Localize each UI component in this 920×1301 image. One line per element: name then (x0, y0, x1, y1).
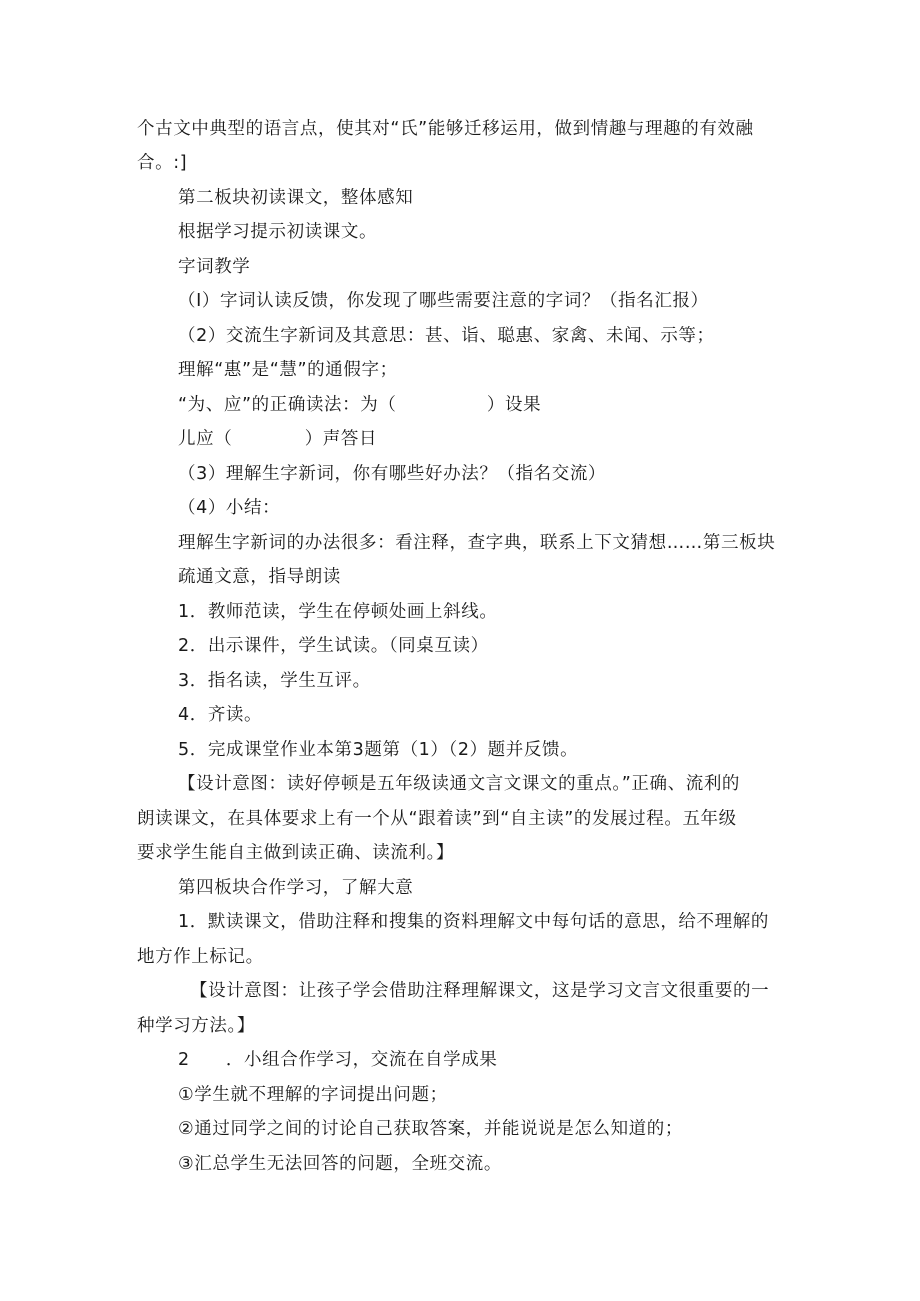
list-item: （I）字词认读反馈，你发现了哪些需要注意的字词？（指名汇报） (178, 291, 709, 311)
design-note-line: 要求学生能自主做到读正确、读流利。】 (137, 843, 455, 863)
list-item: ③汇总学生无法回答的问题，全班交流。 (178, 1154, 502, 1174)
paragraph-line: “为、应”的正确读法：为（ ）设果 (178, 395, 542, 415)
design-note-line: 【设计意图：让孩子学会借助注释理解课文，这是学习文言文很重要的一 (190, 981, 770, 1001)
paragraph-line: 理解“惠”是“慧”的通假字； (178, 360, 398, 380)
paragraph-line: 根据学习提示初读课文。 (178, 222, 378, 242)
list-item: ①学生就不理解的字词提出问题； (178, 1085, 448, 1105)
design-note-line: 种学习方法。】 (137, 1016, 255, 1036)
paragraph-line: 疏通文意，指导朗读 (178, 567, 341, 587)
list-item: （4）小结： (178, 498, 281, 518)
paragraph-line: 儿应（ ）声答日 (178, 429, 378, 449)
design-note-line: 朗读课文，在具体要求上有一个从“跟着读”到“自主读”的发展过程。五年级 (137, 809, 737, 829)
list-item: 4．齐读。 (178, 705, 263, 725)
list-item: 1．教师范读，学生在停顿处画上斜线。 (178, 602, 498, 622)
list-item: （3）理解生字新词，你有哪些好办法？（指名交流） (178, 464, 607, 484)
list-item: 2 ．小组合作学习，交流在自学成果 (178, 1050, 498, 1070)
paragraph-line: 地方作上标记。 (137, 947, 264, 967)
paragraph-line: 理解生字新词的办法很多：看注释，查字典，联系上下文猜想……第三板块 (178, 533, 776, 553)
design-note-line: 【设计意图：读好停顿是五年级读通文言文课文的重点。”正确、流利的 (178, 774, 741, 794)
list-item: 1．默读课文，借助注释和搜集的资料理解文中每句话的意思，给不理解的 (178, 912, 769, 932)
list-item: ②通过同学之间的讨论自己获取答案，并能说说是怎么知道的； (178, 1119, 683, 1139)
section-heading: 第二板块初读课文，整体感知 (178, 188, 414, 208)
list-item: 5．完成课堂作业本第3题第（1）（2）题并反馈。 (178, 740, 579, 760)
list-item: 3．指名读，学生互评。 (178, 671, 371, 691)
paragraph-line: 个古文中典型的语言点，使其对“氏”能够迁移运用，做到情趣与理趣的有效融 (137, 119, 754, 139)
list-item: （2）交流生字新词及其意思：甚、诣、聪惠、家禽、未闻、示等； (178, 326, 715, 346)
list-item: 2．出示课件，学生试读。（同桌互读） (178, 636, 489, 656)
paragraph-line: 合。:] (137, 153, 188, 173)
subsection-heading: 字词教学 (178, 257, 251, 277)
section-heading: 第四板块合作学习，了解大意 (178, 878, 414, 898)
